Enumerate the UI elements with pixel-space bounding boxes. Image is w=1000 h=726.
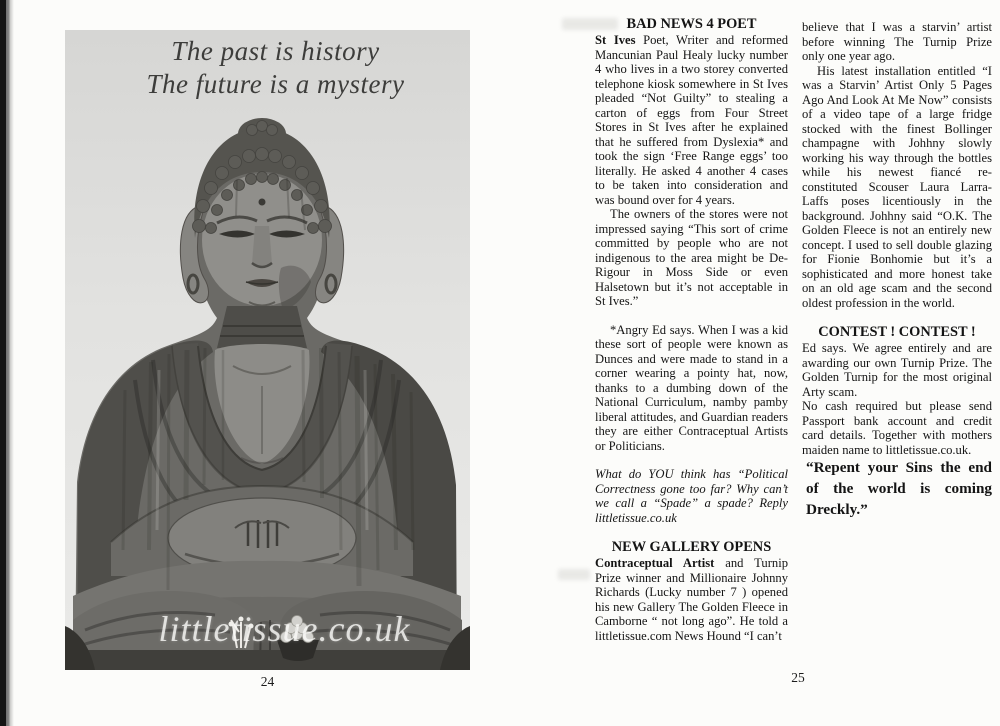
scan-edge-shadow — [0, 0, 14, 726]
headline-contest: CONTEST ! CONTEST ! — [818, 324, 976, 340]
story2-continuation: believe that I was a starvin’ artist before winning The Turnip Prize only one year ago. — [802, 20, 992, 63]
page-number-25: 25 — [791, 670, 805, 685]
story2-paragraph-1 — [595, 556, 788, 643]
column-2 — [802, 20, 992, 520]
contest-paragraph-1: Ed says. We agree entirely and are awarding our own Turnip Prize. The Golden Turnip for the most original Arty scam. — [802, 341, 992, 399]
buddha-statue-graphic — [65, 30, 470, 670]
headline-new-gallery: NEW GALLERY OPENS — [611, 539, 772, 555]
story1-body: Poet, Writer and reformed Mancunian Paul Healy lucky number 4 who lives in a two storey converted telephone kiosk somewhere in St Ives pleaded “Not Guilty” to stealing a carton of eggs from Four Street Stores in St Ives after he explained that he suffered from Dyslexia* and took the sign ‘Free Range eggs’ too literally. He asked 4 another 4 cases to be taken into consideration and was bound over for 4 years. — [595, 33, 788, 207]
closing-quote: “Repent your Sins the end of the world is coming Dreckly.” — [806, 459, 992, 518]
column-1 — [595, 16, 788, 643]
story2-body: and Turnip Prize winner and Millionaire Johnny Richards (Lucky number 7 ) opened his new Gallery The Golden Fleece in Camborne “ not long ago”. He told a littletissue.com News Hound “I can’t — [595, 556, 788, 643]
show-through-smudge — [558, 569, 590, 580]
story1-paragraph-2: The owners of the stores were not impressed saying “This sort of crime committed by people who are not indigenous to the area might be De-Rigour in Moss Side or even Halsetown but it’s not acceptable in St Ives.” — [595, 207, 788, 308]
page-24 — [14, 0, 500, 726]
buddha-photo — [65, 30, 470, 670]
photo-caption — [65, 35, 470, 101]
installation-paragraph: His latest installation entitled “I was a Starvin’ Artist Only 5 Pages Ago And Look At Me Now” consists of a video tape of a large fridge stocked with the finest Bollinger champagne with Johhny slowly working his way through the bottles while his newest fiancé re-constituted Scouser Laura Larra- Laffs poses licentiously in the background. Johhny said “O.K. The Golden Fleece is not an entirely new concept. I used to sell double glazing for Fionie Bonhomie but it’s a sophisticated and more honest take on an old age scam and the second oldest profession in the world. — [802, 63, 992, 310]
story1-paragraph-1 — [595, 33, 788, 207]
contest-paragraph-2: No cash required but please send Passport bank account and credit card details. Together with mothers maiden name to littletissue.co.uk. — [802, 399, 992, 457]
angry-ed-note: *Angry Ed says. When I was a kid these sort of people were known as Dunces and were made to stand in a corner wearing a pointy hat, now, thanks to a dumbing down of the National Curriculum, namby pamby liberal attitudes, and Guardian readers they are either Contraceptual Artists or Politicians. — [595, 322, 788, 453]
headline-bad-news: BAD NEWS 4 POET — [626, 16, 757, 32]
reader-question: What do YOU think has “Political Correctness gone too far? Why can’t we call a “Spade” a spade? Reply littletissue.co.uk — [595, 467, 788, 525]
photo-caption-line1: The past is history — [171, 36, 380, 66]
watermark-text: littletissue.co.uk — [158, 609, 411, 649]
page-25 — [500, 0, 1000, 726]
story1-lead: St Ives — [595, 33, 636, 47]
page-number-24: 24 — [260, 674, 275, 689]
story2-lead: Contraceptual Artist — [595, 556, 715, 570]
photo-caption-line2: The future is a mystery — [146, 69, 405, 99]
